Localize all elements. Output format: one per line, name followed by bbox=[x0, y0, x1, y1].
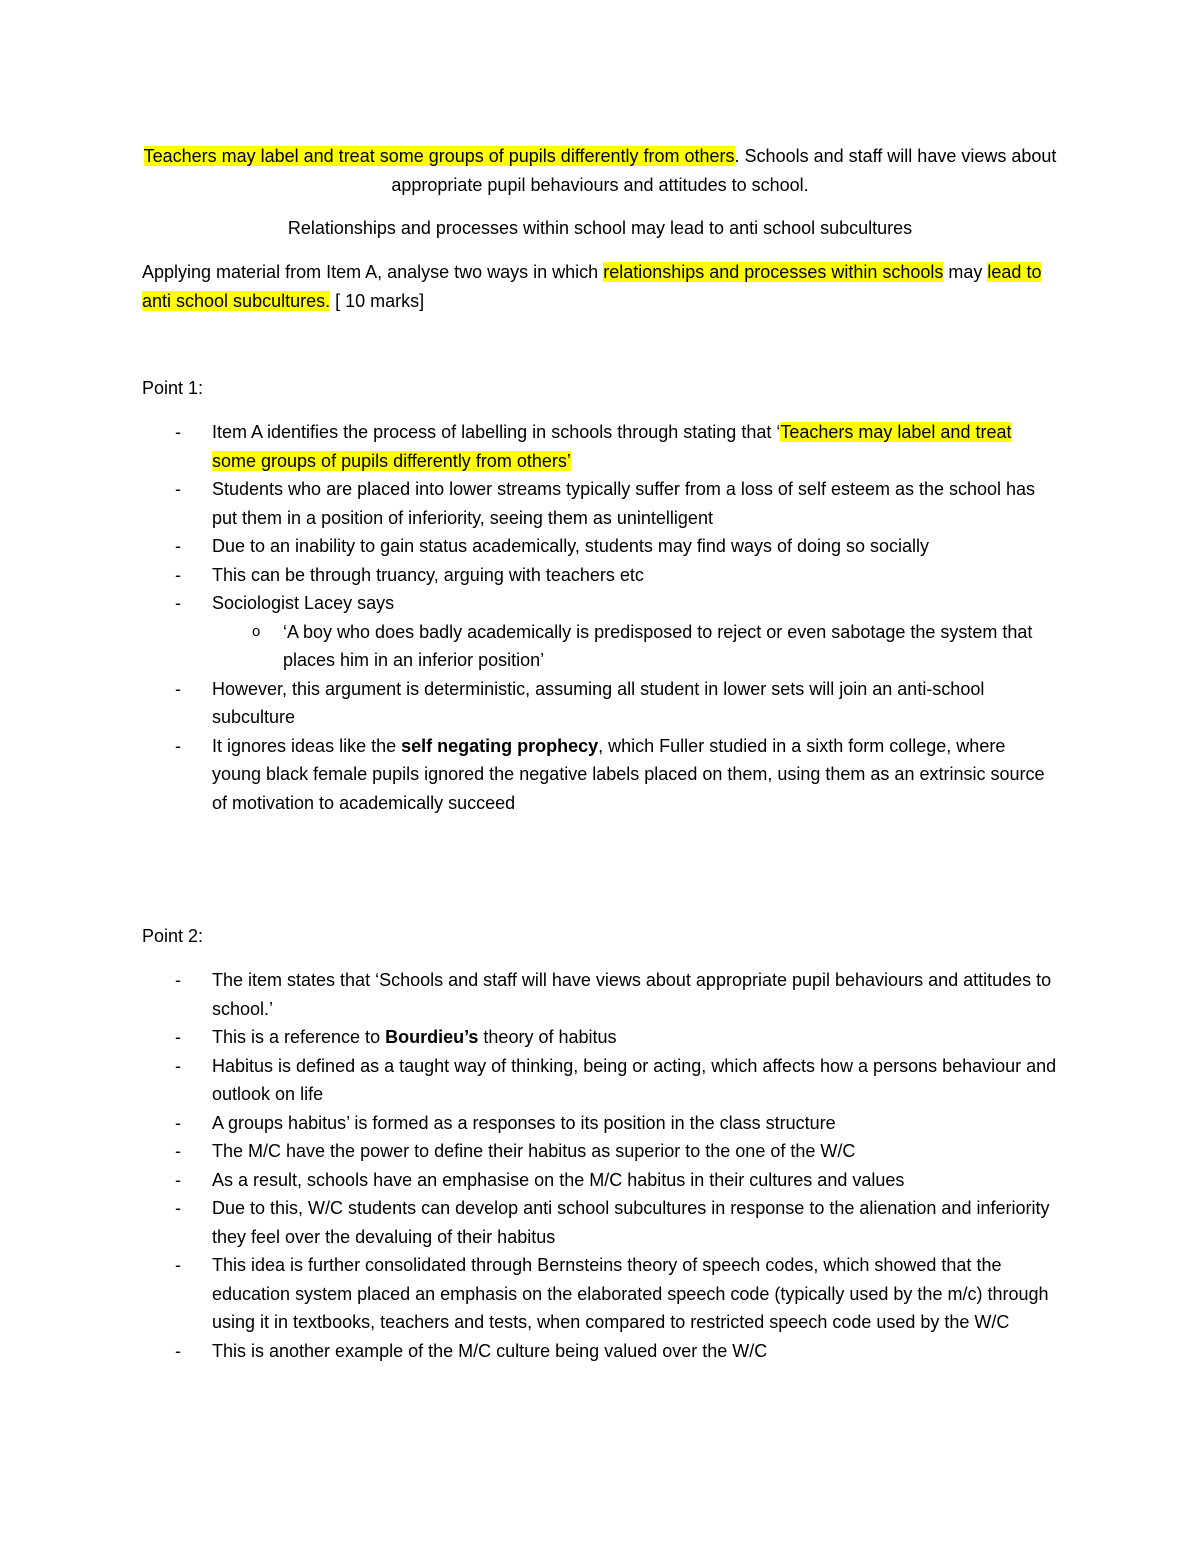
bullet-dash: - bbox=[175, 970, 181, 990]
question-paragraph bbox=[142, 258, 1058, 315]
intro-rest: . Schools and staff will have views about appropriate pupil behaviours and attitudes to school. bbox=[391, 146, 1057, 195]
list-item: - However, this argument is deterministic, assuming all student in lower sets will join an anti-school subculture bbox=[142, 675, 1058, 732]
list-item: - The M/C have the power to define their habitus as superior to the one of the W/C bbox=[142, 1137, 1058, 1166]
bullet-dash: - bbox=[175, 1027, 181, 1047]
list-item: - Item A identifies the process of labelling in schools through stating that ‘Teachers may label and treat some groups of pupils differently from others’ bbox=[142, 418, 1058, 475]
bullet-dash: - bbox=[175, 593, 181, 613]
bullet-circle: o bbox=[252, 622, 261, 640]
list-item: - Habitus is defined as a taught way of thinking, being or acting, which affects how a persons behaviour and outlook on life bbox=[142, 1052, 1058, 1109]
list-item: - Due to this, W/C students can develop anti school subcultures in response to the alienation and inferiority they feel over the devaluing of their habitus bbox=[142, 1194, 1058, 1251]
question-marks: [ 10 marks] bbox=[330, 290, 425, 311]
list-item: - Sociologist Lacey says bbox=[142, 589, 1058, 618]
list-item: - A groups habitus’ is formed as a responses to its position in the class structure bbox=[142, 1109, 1058, 1138]
bullet-dash: - bbox=[175, 564, 181, 585]
bullet-dash: - bbox=[175, 1340, 181, 1361]
bullet-dash: - bbox=[175, 1169, 181, 1190]
subtitle-line: Relationships and processes within school may lead to anti school subcultures bbox=[287, 218, 913, 238]
bullet-dash: - bbox=[175, 1198, 181, 1218]
list-item: - It ignores ideas like the self negating prophecy, which Fuller studied in a sixth form college, where young black female pupils ignored the negative labels placed on them, using them as an extrinsic source of motivation to academically succeed bbox=[142, 732, 1058, 818]
list-item: - This can be through truancy, arguing with teachers etc bbox=[142, 561, 1058, 590]
sub-list-item: o ‘A boy who does badly academically is predisposed to reject or even sabotage the system that places him in an inferior position’ bbox=[142, 618, 1058, 675]
bold-term: Bourdieu’s bbox=[385, 1027, 479, 1047]
bullet-dash: - bbox=[175, 1055, 181, 1076]
list-item: - Students who are placed into lower streams typically suffer from a loss of self esteem as the school has put them in a position of inferiority, seeing them as unintelligent bbox=[142, 475, 1058, 532]
bullet-dash: - bbox=[175, 678, 181, 699]
bullet-dash: - bbox=[175, 422, 181, 442]
bullet-dash: - bbox=[175, 536, 181, 556]
bullet-dash: - bbox=[175, 1255, 181, 1275]
list-item: - This is a reference to Bourdieu’s theory of habitus bbox=[142, 1023, 1058, 1052]
list-item: - This idea is further consolidated through Bernsteins theory of speech codes, which showed that the education system placed an emphasis on the elaborated speech code (typically used by the m/c) through using it in textbooks, teachers and tests, when compared to restricted speech code used by the W/C bbox=[142, 1251, 1058, 1337]
list-item: - The item states that ‘Schools and staff will have views about appropriate pupil behaviours and attitudes to school.’ bbox=[142, 966, 1058, 1023]
question-text: Applying material from Item A, analyse two ways in which bbox=[142, 262, 604, 282]
bullet-dash: - bbox=[175, 1112, 181, 1133]
intro-highlight: Teachers may label and treat some groups of pupils differently from others bbox=[143, 146, 735, 166]
quote-highlight: Teachers may label and treat some groups of pupils differently from others’ bbox=[212, 422, 1012, 471]
list-item: - Due to an inability to gain status academically, students may find ways of doing so socially bbox=[142, 532, 1058, 561]
list-item: - This is another example of the M/C culture being valued over the W/C bbox=[142, 1337, 1058, 1366]
point-1-list bbox=[142, 418, 1058, 817]
bold-term: self negating prophecy bbox=[401, 735, 599, 756]
point-2-heading: Point 2: bbox=[142, 926, 204, 946]
bullet-dash: - bbox=[175, 735, 181, 756]
bullet-dash: - bbox=[175, 1141, 181, 1161]
question-text: may bbox=[943, 262, 988, 282]
list-item: - As a result, schools have an emphasise on the M/C habitus in their cultures and values bbox=[142, 1166, 1058, 1195]
point-2-list bbox=[142, 966, 1058, 1365]
bullet-dash: - bbox=[175, 479, 181, 499]
intro-paragraph bbox=[142, 142, 1058, 199]
question-highlight-2: lead to anti school subcultures. bbox=[142, 262, 1042, 311]
point-1-heading: Point 1: bbox=[142, 378, 204, 398]
question-highlight-1: relationships and processes within schools bbox=[603, 262, 944, 282]
